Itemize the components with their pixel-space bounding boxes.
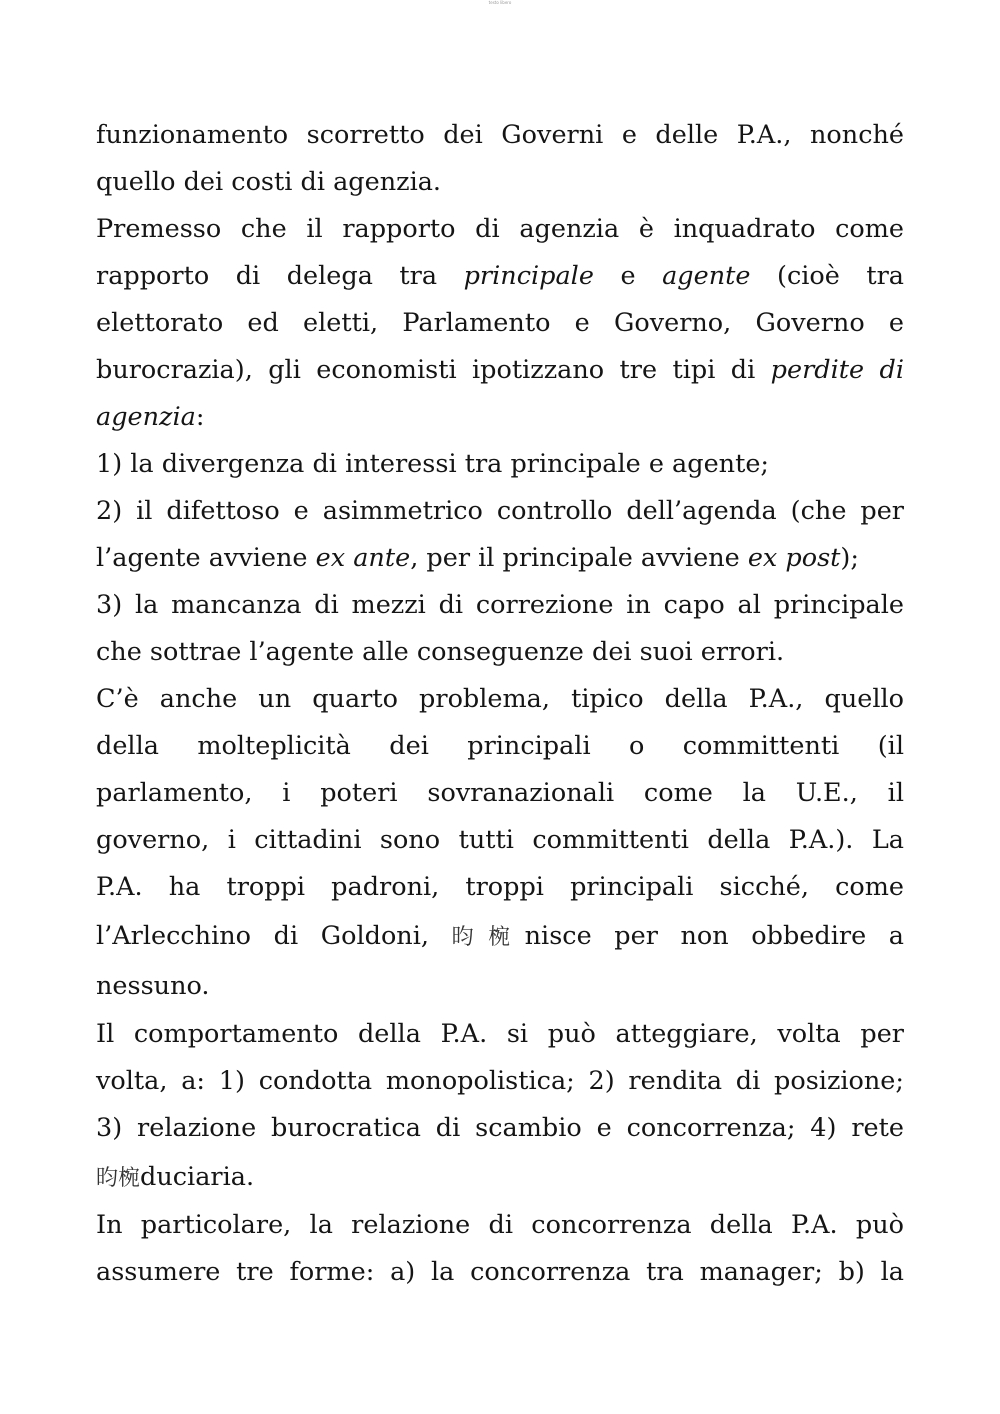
text-run: funzionamento scorretto dei Governi e delle P.A., nonché bbox=[96, 120, 904, 150]
document-body bbox=[96, 112, 904, 1296]
text-run: In particolare, la relazione di concorrenza della P.A. può bbox=[96, 1210, 904, 1240]
text-run: duciaria. bbox=[140, 1162, 255, 1192]
text-run: quello dei costi di agenzia. bbox=[96, 167, 442, 197]
ligature-glyph: 昀椀 bbox=[451, 925, 525, 950]
text-line bbox=[96, 864, 904, 911]
text-run: ); bbox=[840, 543, 859, 573]
paragraph bbox=[96, 206, 904, 441]
paragraph bbox=[96, 112, 904, 206]
text-line bbox=[96, 676, 904, 723]
text-run: 2) il difettoso e asimmetrico controllo dell’agenda (che per bbox=[96, 496, 904, 526]
text-run: burocrazia), gli economisti ipotizzano tre tipi di bbox=[96, 355, 771, 385]
text-run: l’Arlecchino di Goldoni, bbox=[96, 921, 452, 951]
text-line bbox=[96, 1249, 904, 1296]
italic-text: ex ante bbox=[315, 543, 411, 573]
text-run: C’è anche un quarto problema, tipico della P.A., quello bbox=[96, 684, 904, 714]
paragraph bbox=[96, 1202, 904, 1296]
text-run: (cioè tra bbox=[750, 261, 904, 291]
text-line bbox=[96, 817, 904, 864]
text-line bbox=[96, 300, 904, 347]
paragraph bbox=[96, 582, 904, 676]
text-line bbox=[96, 770, 904, 817]
paragraph bbox=[96, 1011, 904, 1202]
text-run: Il comportamento della P.A. si può atteggiare, volta per bbox=[96, 1019, 904, 1049]
paragraph bbox=[96, 441, 904, 488]
text-line bbox=[96, 629, 904, 676]
text-run: assumere tre forme: a) la concorrenza tra manager; b) la bbox=[96, 1257, 904, 1287]
text-line bbox=[96, 961, 904, 1011]
italic-text: principale bbox=[463, 261, 594, 291]
text-line bbox=[96, 535, 904, 582]
text-run: nisce per non obbedire a bbox=[524, 921, 904, 951]
text-line bbox=[96, 1202, 904, 1249]
text-line bbox=[96, 1058, 904, 1105]
text-line bbox=[96, 159, 904, 206]
text-run: nessuno. bbox=[96, 971, 210, 1001]
text-run: 3) relazione burocratica di scambio e concorrenza; 4) rete bbox=[96, 1113, 904, 1143]
text-run: parlamento, i poteri sovranazionali come la U.E., il bbox=[96, 778, 904, 808]
text-line bbox=[96, 1011, 904, 1058]
italic-text: agente bbox=[662, 261, 751, 291]
text-run: l’agente avviene bbox=[96, 543, 316, 573]
text-run: 1) la divergenza di interessi tra principale e agente; bbox=[96, 449, 770, 479]
paragraph bbox=[96, 488, 904, 582]
text-run: della molteplicità dei principali o committenti (il bbox=[96, 731, 904, 761]
text-run: Premesso che il rapporto di agenzia è inquadrato come bbox=[96, 214, 904, 244]
text-line bbox=[96, 488, 904, 535]
text-line bbox=[96, 253, 904, 300]
text-line bbox=[96, 911, 904, 961]
text-line bbox=[96, 582, 904, 629]
page-header-mark bbox=[0, 0, 1000, 6]
text-line bbox=[96, 441, 904, 488]
text-line bbox=[96, 1105, 904, 1152]
italic-text: agenzia bbox=[96, 402, 196, 432]
header-tiny-text: testo libero bbox=[488, 0, 512, 5]
text-run: elettorato ed eletti, Parlamento e Governo, Governo e bbox=[96, 308, 904, 338]
text-run: rapporto di delega tra bbox=[96, 261, 464, 291]
text-run: governo, i cittadini sono tutti committenti della P.A.). La bbox=[96, 825, 904, 855]
text-line bbox=[96, 112, 904, 159]
paragraph bbox=[96, 676, 904, 1011]
text-run: , per il principale avviene bbox=[410, 543, 748, 573]
text-run: P.A. ha troppi padroni, troppi principali sicché, come bbox=[96, 872, 904, 902]
text-line bbox=[96, 347, 904, 394]
text-line bbox=[96, 1152, 904, 1202]
text-line bbox=[96, 723, 904, 770]
text-line bbox=[96, 206, 904, 253]
text-run: che sottrae l’agente alle conseguenze dei suoi errori. bbox=[96, 637, 785, 667]
text-run: volta, a: 1) condotta monopolistica; 2) rendita di posizione; bbox=[96, 1066, 904, 1096]
text-run: e bbox=[593, 261, 663, 291]
italic-text: perdite di bbox=[770, 355, 904, 385]
italic-text: ex post bbox=[747, 543, 841, 573]
text-run: 3) la mancanza di mezzi di correzione in capo al principale bbox=[96, 590, 904, 620]
ligature-glyph: 昀椀 bbox=[96, 1166, 141, 1191]
text-line bbox=[96, 394, 904, 441]
text-run: : bbox=[195, 402, 205, 432]
